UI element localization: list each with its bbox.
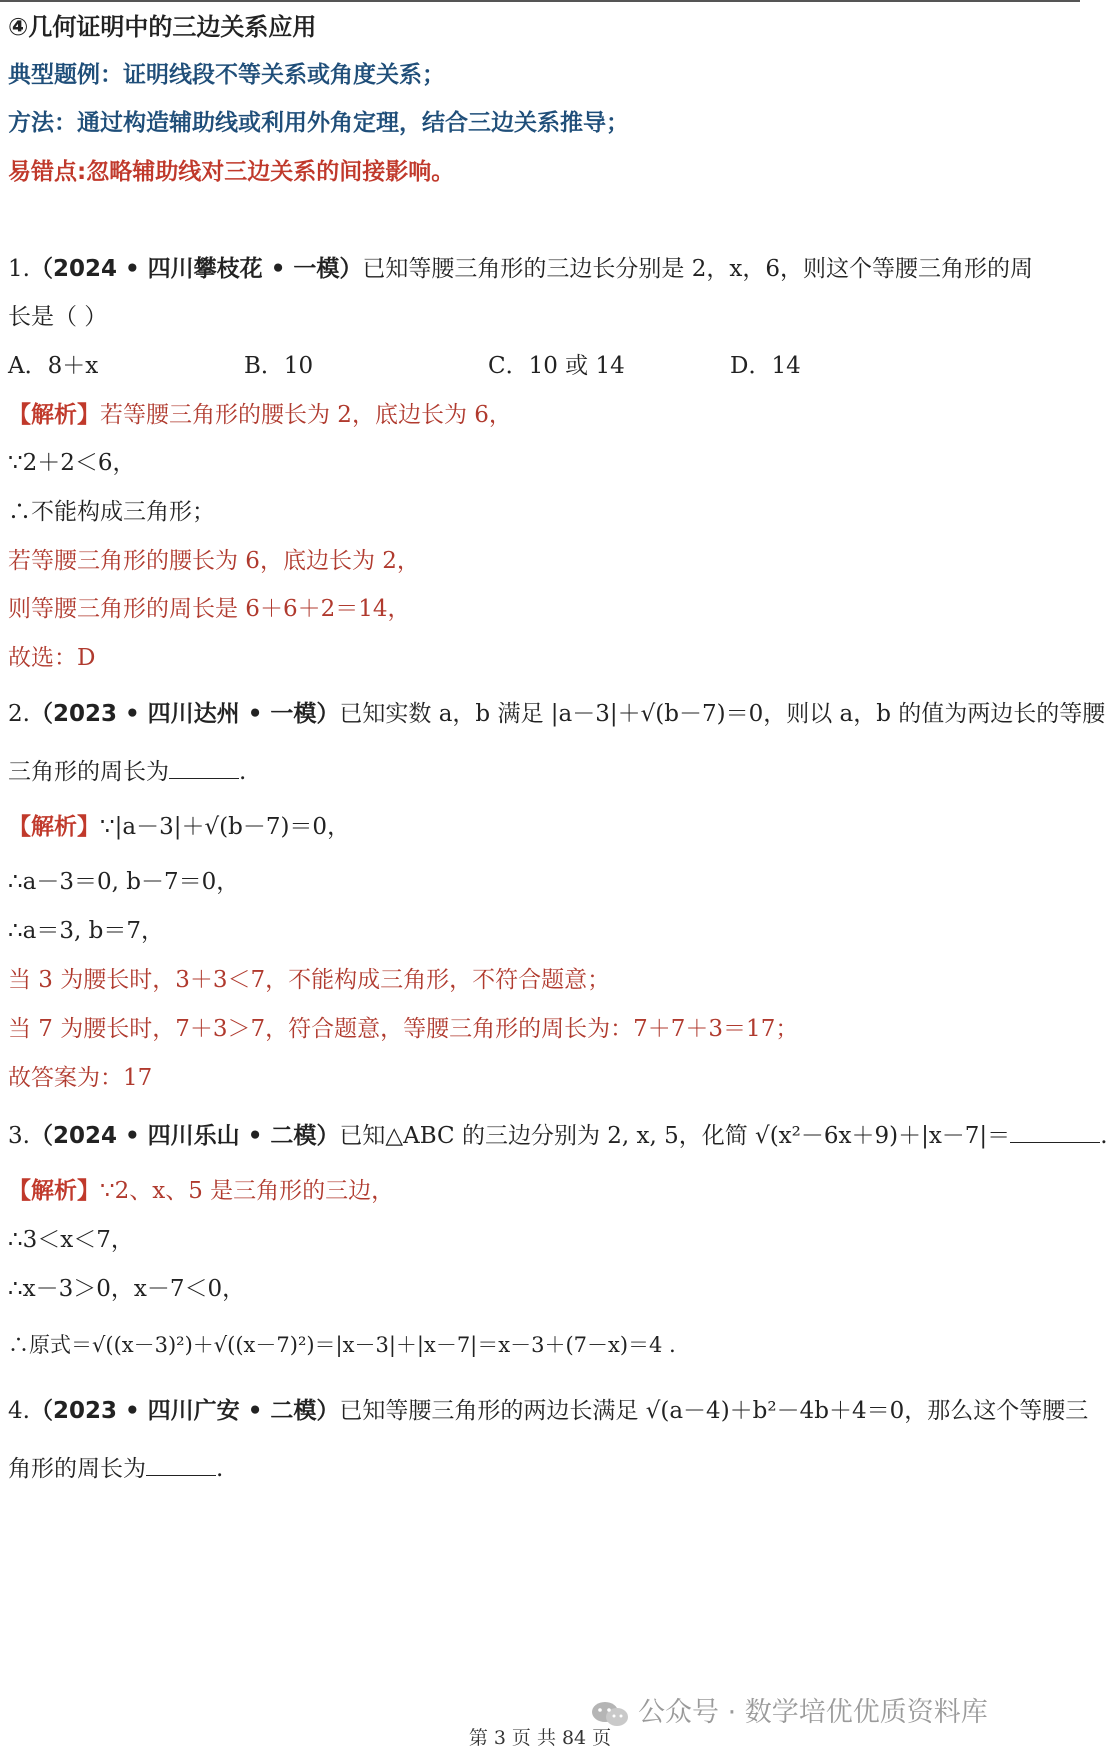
watermark-text: 公众号 · 数学培优优质资料库 — [638, 1697, 988, 1728]
q1-analysis-3: 若等腰三角形的腰长为 6，底边长为 2， — [8, 548, 420, 574]
q1-stem-line2: 长是（ ） — [8, 304, 108, 330]
page-number: 第 3 页 共 84 页 — [468, 1727, 612, 1749]
q1-number: 1. — [8, 256, 30, 282]
q4-source: （2023 • 四川广安 • 二模） — [29, 1398, 340, 1424]
method-line: 方法：通过构造辅助线或利用外角定理，结合三边关系推导； — [8, 110, 629, 136]
q2-analysis-tag: 【解析】 — [8, 814, 100, 840]
q1-analysis-line1 — [8, 400, 512, 430]
q3-source: （2024 • 四川乐山 • 二模） — [29, 1123, 340, 1149]
q3-stem-line: 3.（2024 • 四川乐山 • 二模）已知△ABC 的三边分别为 2, x, 5，化简 √(x²－6x＋9)＋|x－7|＝ . — [8, 1120, 1108, 1151]
q3-stem: 已知△ABC 的三边分别为 2, x, 5，化简 √(x²－6x＋9)＋|x－7|＝ — [339, 1123, 1011, 1149]
q2-stem-2: 三角形的周长为 — [8, 759, 169, 785]
q4-stem-1: 已知等腰三角形的两边长满足 √(a－4)＋b²－4b＋4＝0，那么这个等腰三 — [339, 1398, 1089, 1424]
q1-analysis-2: ∴不能构成三角形； — [8, 499, 215, 525]
q3-analysis-tag: 【解析】 — [8, 1178, 100, 1204]
q2-stem-line1 — [8, 699, 1105, 729]
q1-option-a: A．8＋x — [8, 353, 99, 379]
q3-analysis-2: ∴x－3＞0，x－7＜0， — [8, 1276, 246, 1302]
q3-answer-blank — [1010, 1120, 1100, 1143]
q2-analysis-line1 — [8, 812, 350, 842]
q4-number: 4. — [8, 1398, 30, 1424]
q2-analysis-0: ∵|a－3|＋√(b－7)＝0， — [100, 814, 351, 840]
q3-number: 3. — [8, 1123, 30, 1149]
q1-analysis-tag: 【解析】 — [8, 402, 100, 428]
q2-analysis-5: 故答案为：17 — [8, 1065, 153, 1091]
q4-stem-2: 角形的周长为 — [8, 1456, 146, 1482]
q1-analysis-5: 故选：D — [8, 645, 96, 671]
section-title: ④几何证明中的三边关系应用 — [8, 13, 317, 41]
q2-stem-1: 已知实数 a，b 满足 |a－3|＋√(b－7)＝0，则以 a，b 的值为两边长的等腰 — [339, 701, 1106, 727]
q1-option-d: D．14 — [730, 353, 801, 379]
q1-analysis-4: 则等腰三角形的周长是 6＋6＋2＝14， — [8, 596, 411, 622]
q1-analysis-0: 若等腰三角形的腰长为 2，底边长为 6， — [100, 402, 512, 428]
q3-analysis-0: ∵2、x、5 是三角形的三边， — [100, 1178, 395, 1204]
pitfall-line: 易错点:忽略辅助线对三边关系的间接影响。 — [8, 159, 455, 185]
q1-option-c: C．10 或 14 — [488, 353, 625, 379]
q1-option-b: B．10 — [244, 353, 314, 379]
q3-analysis-1: ∴3＜x＜7， — [8, 1227, 134, 1253]
q2-analysis-1: ∴a－3＝0, b－7＝0， — [8, 869, 240, 895]
q2-answer-blank — [169, 756, 239, 779]
top-rule — [0, 0, 1080, 2]
q2-number: 2. — [8, 701, 30, 727]
q1-source: （2024 • 四川攀枝花 • 一模） — [29, 256, 363, 282]
q4-stem-line2: 角形的周长为 . — [8, 1453, 223, 1484]
q1-analysis-1: ∵2＋2＜6， — [8, 450, 136, 476]
q2-source: （2023 • 四川达州 • 一模） — [29, 701, 340, 727]
q2-analysis-3: 当 3 为腰长时，3＋3＜7，不能构成三角形，不符合题意； — [8, 967, 611, 993]
typical-example-line: 典型题例：证明线段不等关系或角度关系； — [8, 62, 445, 88]
q2-stem-line2: 三角形的周长为 . — [8, 756, 246, 787]
q4-stem-line1 — [8, 1396, 1088, 1426]
q1-stem-1: 已知等腰三角形的三边长分别是 2，x，6，则这个等腰三角形的周 — [362, 256, 1033, 282]
q1-stem-line1 — [8, 254, 1033, 284]
q4-answer-blank — [146, 1453, 216, 1476]
q2-analysis-2: ∴a＝3, b＝7， — [8, 918, 164, 944]
q2-analysis-4: 当 7 为腰长时，7＋3＞7，符合题意，等腰三角形的周长为：7＋7＋3＝17； — [8, 1016, 799, 1042]
q3-analysis-line1 — [8, 1176, 394, 1206]
q3-analysis-3: ∴原式＝√((x－3)²)＋√((x－7)²)＝|x－3|＋|x－7|＝x－3＋(7－x)＝4 ． — [8, 1333, 691, 1357]
